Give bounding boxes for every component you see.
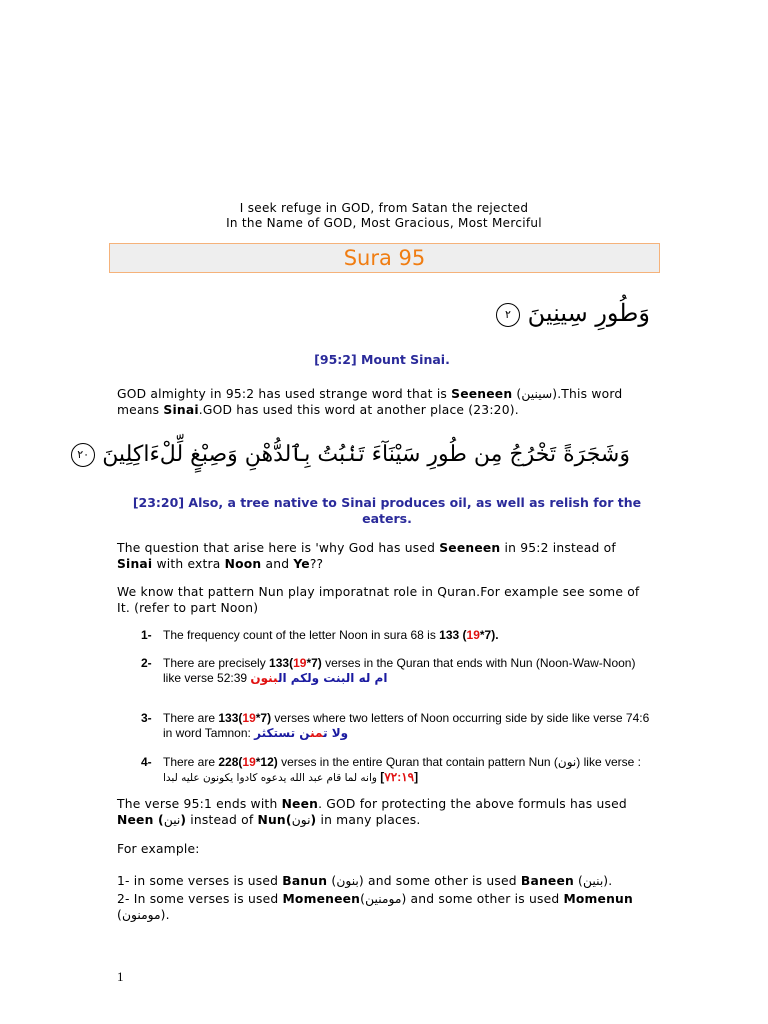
paragraph-question: The question that arise here is 'why God has used Seeneen in 95:2 instead of Sinai with extra Noon and Ye?? (117, 541, 616, 571)
list-item: 1- The frequency count of the letter Noon in sura 68 is 133 (19*7). (141, 628, 499, 642)
verse-23-20-title: [23:20] Also, a tree native to Sinai produces oil, as well as relish for the eaters. (132, 495, 642, 526)
paragraph-for-example: For example: (117, 842, 200, 856)
sura-title: Sura 95 (109, 243, 660, 273)
verse-23-20-text: وَشَجَرَةً تَخْرُجُ مِن طُورِ سَيْنَآءَ تَنۢبُتُ بِٱلدُّهْنِ وَصِبْغٍ لِّلْءَاكِلِينَ (102, 442, 630, 467)
ayah-number-mark: ٢٠ (71, 443, 95, 467)
ayah-number-mark: ٢ (496, 303, 520, 327)
refuge-line: I seek refuge in GOD, from Satan the rejected (239, 201, 529, 215)
paragraph-neen: The verse 95:1 ends with Neen. GOD for protecting the above formuls has used Neen (نين) instead of Nun(نون) in many places. (117, 797, 627, 827)
basmala-line: In the Name of GOD, Most Gracious, Most Merciful (226, 216, 542, 230)
verse-95-2-title: [95:2] Mount Sinai. (314, 352, 450, 367)
paragraph-banun: 1- in some verses is used Banun (بنون) and some other is used Baneen (بنين). (117, 874, 613, 888)
verse-95-2-text: وَطُورِ سِينِينَ (527, 299, 650, 327)
verse-23-20-arabic (77, 438, 630, 472)
paragraph-pattern-nun: We know that pattern Nun play imporatnat role in Quran.For example see some of It. (refer to part Noon) (117, 585, 640, 615)
list-item: 4- There are 228(19*12) verses in the entire Quran that contain pattern Nun (نون) like verse : وانه لما قام عبد الله يدعوه كادوا يكونون عليه لبدا [٧٢:١٩] (141, 755, 641, 784)
paragraph-seeneen: GOD almighty in 95:2 has used strange word that is Seeneen (سينين).This word means Sinai.GOD has used this word at another place (23:20). (117, 387, 623, 417)
list-item: 3- There are 133(19*7) verses where two letters of Noon occurring side by side like verse 74:6 in word Tamnon: ولا تمنن تستكثر (141, 711, 650, 740)
page-number: 1 (117, 969, 124, 984)
verse-95-2-arabic (460, 296, 650, 330)
paragraph-momeneen: 2- In some verses is used Momeneen(مومنين) and some other is used Momenun (مومنون). (117, 892, 633, 922)
list-item: 2- There are precisely 133(19*7) verses in the Quran that ends with Nun (Noon-Waw-Noon) like verse 52:39 ام له البنت ولكم البنون (141, 656, 636, 685)
